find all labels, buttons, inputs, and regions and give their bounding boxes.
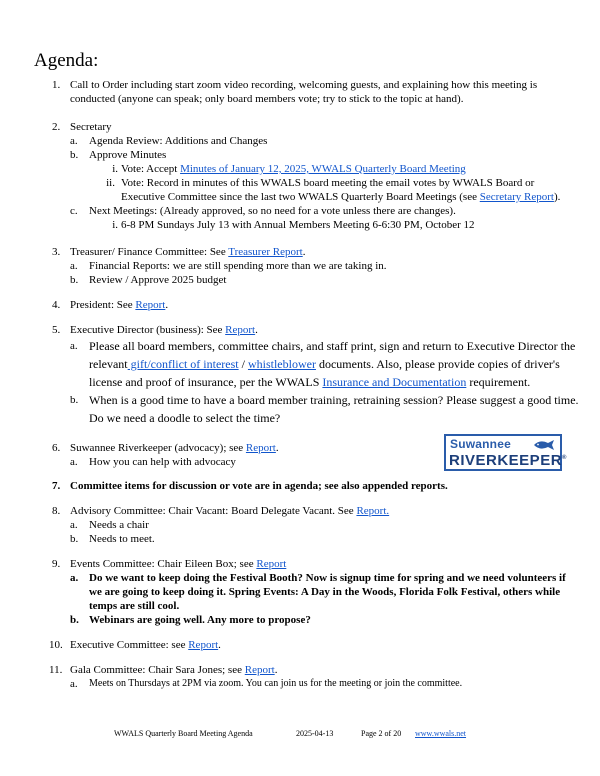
item-text: Secretary [70,121,112,133]
sub-item-needs-chair [70,518,580,532]
sub-item-text: How you can help with advocacy [89,456,236,468]
item-text: Committee items for discussion or vote are in agenda; see also appended reports. [70,480,448,492]
sub-sub-item-text: Vote: Accept [121,163,181,175]
sub-item-text: Approve Minutes [89,149,167,161]
treasurer-report-link[interactable]: Treasurer Report [228,246,303,258]
president-report-link[interactable]: Report [135,299,166,311]
item-number: 8. [52,505,61,517]
sub-item-text-end: requirement. [466,375,531,389]
sub-sub-item-vote-minutes [112,162,580,176]
item-number: 4. [52,299,61,311]
sub-sub-item-text: Vote: Record in minutes of this WWALS board meeting the email votes by WWALS Board or Executive Committee since the last two WWALS Quarterly Board Meetings (see [121,177,535,203]
item-text: Events Committee: Chair Eileen Box; see [70,558,257,570]
item-number: 2. [52,121,61,133]
executive-committee-report-link[interactable]: Report [188,639,219,651]
sub-item-text: Do we want to keep doing the Festival Booth? Now is signup time for spring and we need volunteers if we are going to keep doing it. Spring Events: A Day in the Woods, Florida Folk Festival, others while temps are still cool. [89,572,566,612]
sub-sub-item-text: 6-8 PM Sundays July 13 with Annual Members Meeting 6-6:30 PM, October 12 [121,219,475,231]
sub-item-letter: b. [70,149,79,161]
sub-item-text: Webinars are going well. Any more to propose? [89,614,311,626]
agenda-item-3 [52,245,580,287]
sub-sub-item-vote-email [106,176,580,204]
item-number: 7. [52,480,61,492]
insurance-documentation-link[interactable]: Insurance and Documentation [322,375,467,389]
separator-text: / [238,357,248,371]
gala-report-link[interactable]: Report [244,664,275,676]
sub-item-letter: a. [70,519,78,531]
sub-item-letter: a. [70,456,78,468]
sub-item-text: Please all board members, committee chairs, and staff print, sign and return to Executive Director the relevant [89,339,576,371]
item-number: 3. [52,246,61,258]
sub-item-letter: b. [70,394,79,406]
item-number: 11. [49,664,63,676]
item-text: Executive Director (business): See [70,324,226,336]
roman-numeral: ii. [106,177,115,189]
agenda-item-4 [52,298,580,312]
sub-item-letter: a. [70,572,79,584]
secretary-report-link[interactable]: Secretary Report [479,191,554,203]
agenda-item-7 [52,479,580,493]
footer-website-link[interactable]: www.wwals.net [415,729,467,738]
item-number: 6. [52,442,61,454]
sub-item-text: Review / Approve 2025 budget [89,274,227,286]
item-text-end: . [302,246,306,258]
sub-item-text: When is a good time to have a board member training, retraining session? Please suggest a good time. Do we need a doodle to select the time? [89,393,579,425]
item-text: President: See [70,299,136,311]
item-text: Executive Committee: see [70,639,189,651]
advisory-report-link[interactable]: Report. [356,505,390,517]
sub-item-letter: a. [70,260,78,272]
agenda-item-2 [52,120,580,232]
sub-item-gala-meetings [70,677,580,691]
item-text: Call to Order including start zoom video recording, welcoming guests, and explaining how this meeting is conducted (anyone can speak; only board members vote; try to stick to the topic at hand). [70,79,538,105]
sub-item-approve-minutes [70,148,580,204]
sub-item-documents [70,337,580,391]
sub-item-letter: a. [70,135,78,147]
footer-page-number: Page 2 of 20 [361,729,402,738]
sub-item-letter: a. [70,340,78,352]
sub-item-text: Needs to meet. [89,533,155,545]
agenda-item-9 [52,557,580,627]
agenda-item-10 [49,638,580,652]
agenda-item-11 [49,663,580,691]
sub-item-next-meetings [70,204,580,232]
item-number: 1. [52,79,61,91]
sub-item-budget [70,273,580,287]
executive-director-report-link[interactable]: Report [225,324,256,336]
item-text-end: . [218,639,221,651]
roman-numeral: i. [112,219,118,231]
sub-sub-item-meeting-dates [112,218,580,232]
sub-item-festival-booth [70,571,580,613]
item-text-end: . [274,664,278,676]
sub-item-text: Meets on Thursdays at 2PM via zoom. You can join us for the meeting or join the committee. [89,678,463,689]
page-title: Agenda: [34,50,99,71]
sub-item-training [70,391,580,427]
sub-item-text: Next Meetings: (Already approved, so no need for a vote unless there are changes). [89,205,456,217]
sub-item-webinars [70,613,580,627]
item-text-end: . [165,299,169,311]
item-text: Gala Committee: Chair Sara Jones; see [70,664,245,676]
item-text: Advisory Committee: Chair Vacant: Board Delegate Vacant. See [70,505,357,517]
riverkeeper-report-link[interactable]: Report [245,442,276,454]
sub-item-financial-reports [70,259,580,273]
logo-text-bottom: RIVERKEEPER® [449,452,567,469]
sub-item-letter: c. [70,205,78,217]
sub-sub-item-text-end: ). [553,191,561,203]
sub-item-letter: a. [70,678,78,690]
logo-text-top: Suwannee [450,437,511,451]
riverkeeper-logo [444,434,567,471]
item-text-end: . [255,324,258,336]
agenda-item-5 [52,323,580,427]
agenda-list [0,78,600,691]
item-text: Treasurer/ Finance Committee: See [70,246,229,258]
item-text-end: . [275,442,279,454]
events-report-link[interactable]: Report [256,558,287,570]
item-number: 5. [52,324,61,336]
item-number: 10. [49,639,63,651]
item-text: Suwannee Riverkeeper (advocacy); see [70,442,246,454]
sub-item-agenda-review [70,134,580,148]
minutes-link[interactable]: Minutes of January 12, 2025, WWALS Quarterly Board Meeting [180,163,466,175]
sub-item-text: Financial Reports: we are still spending more than we are taking in. [89,260,387,272]
sub-item-text-mid: documents. Also, please provide copies of driver's license and proof of insurance, per the WWALS [89,357,560,389]
sub-item-needs-meet [70,532,580,546]
roman-numeral: i. [112,163,118,175]
whistleblower-link[interactable]: whistleblower [247,357,316,371]
sub-item-text: Agenda Review: Additions and Changes [89,135,268,147]
sub-item-letter: b. [70,533,79,545]
sub-item-text: Needs a chair [89,519,149,531]
sub-item-letter: b. [70,274,79,286]
agenda-item-1 [52,78,580,106]
footer-title: WWALS Quarterly Board Meeting Agenda [114,729,253,738]
gift-conflict-link[interactable]: gift/conflict of interest [127,357,239,371]
footer-date: 2025-04-13 [296,729,334,738]
item-number: 9. [52,558,61,570]
fish-icon [532,439,556,451]
agenda-item-8 [52,504,580,546]
sub-item-letter: b. [70,614,79,626]
